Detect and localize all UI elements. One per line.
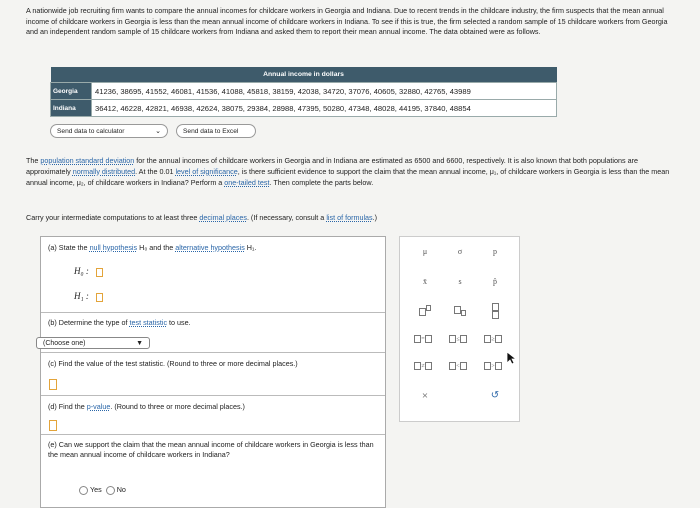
text: for the annual incomes of childcare workers in Georgia and in Indiana are estimated as 6500 and 6600, respectively. It is also known that both populations are approximately <box>26 156 639 176</box>
greater-than-button[interactable] <box>478 362 508 370</box>
table-row <box>51 100 557 117</box>
ne-symbol: ≠ <box>421 363 425 370</box>
part-c <box>41 353 385 396</box>
data-table <box>50 67 557 117</box>
link-p-value[interactable]: p-value <box>86 402 111 411</box>
sigma-button[interactable]: σ <box>457 247 463 256</box>
less-than-button[interactable] <box>443 362 473 370</box>
lt-symbol: < <box>456 363 460 370</box>
greater-equal-button[interactable] <box>478 335 508 343</box>
text: (b) Determine the type of <box>48 318 130 327</box>
part-c-text: (c) Find the value of the test statistic. (Round to three or more decimal places.) <box>48 359 298 368</box>
instructions <box>26 212 681 223</box>
row-values-indiana: 36412, 46228, 42821, 46938, 42624, 38075, 29384, 28988, 47395, 50280, 47348, 48028, 44195, 37840, 48854 <box>92 100 557 117</box>
text: . At the 0.01 <box>135 167 176 176</box>
text: .) <box>372 213 378 222</box>
h0-answer-input[interactable] <box>96 268 103 277</box>
send-excel-label: Send data to Excel <box>183 128 239 135</box>
subscript-button[interactable] <box>445 305 475 317</box>
text: to use. <box>167 318 191 327</box>
chevron-down-icon: ⌄ <box>155 128 161 135</box>
text: H₀ and the <box>137 243 176 252</box>
triangle-down-icon: ▼ <box>136 340 143 347</box>
s-button[interactable]: s <box>458 277 462 286</box>
xbar-button[interactable]: x̄ <box>423 277 427 286</box>
mouse-cursor-icon <box>506 351 516 365</box>
problem-intro: A nationwide job recruiting firm wants to compare the annual incomes for childcare workers in Georgia and Indiana. Due to recent trends in the childcare industry, the firm suspects that the mean annual income of childcare workers in Georgia is less than the mean annual income of childcare workers in Indiana. To see if this is true, the firm selected a random sample of 15 childcare workers from Georgia and an independent random sample of 15 childcare workers from Indiana and asked them to report their mean annual income. The data obtained were as follows. <box>26 6 668 37</box>
send-calculator-label: Send data to calculator <box>57 128 125 135</box>
part-e-text: (e) Can we support the claim that the mean annual income of childcare workers in Georgia is less than the mean annual income of childcare workers in Indiana? <box>48 440 374 459</box>
phat-button[interactable]: p̂ <box>493 277 497 286</box>
clear-icon[interactable]: × <box>421 390 429 402</box>
le-symbol: ≤ <box>456 336 460 343</box>
h0-label: H₀ : <box>74 266 89 276</box>
h1-answer-input[interactable] <box>96 293 103 302</box>
row-label-georgia: Georgia <box>51 83 92 100</box>
no-label: No <box>116 485 126 494</box>
not-equal-button[interactable] <box>408 362 438 370</box>
link-decimal-places[interactable]: decimal places <box>199 213 247 222</box>
part-d <box>41 396 385 435</box>
text: H₁. <box>244 243 257 252</box>
part-e <box>41 435 385 507</box>
mu-button[interactable]: μ <box>422 247 428 256</box>
test-statistic-select[interactable] <box>36 337 150 349</box>
p-button[interactable]: p <box>493 247 497 256</box>
row-label-indiana: Indiana <box>51 100 92 117</box>
radio-no[interactable] <box>106 486 115 495</box>
symbol-palette <box>399 236 520 422</box>
part-a <box>41 237 385 313</box>
send-to-excel-button[interactable] <box>176 124 256 138</box>
text: (d) Find the <box>48 402 87 411</box>
yes-label: Yes <box>90 485 102 494</box>
link-list-formulas[interactable]: list of formulas <box>326 213 373 222</box>
fraction-button[interactable] <box>480 303 510 319</box>
text: (a) State the <box>48 243 90 252</box>
link-alternative-hypothesis[interactable]: alternative hypothesis <box>175 243 245 252</box>
text: . (If necessary, consult a <box>246 213 327 222</box>
undo-icon[interactable]: ↺ <box>490 390 500 401</box>
link-one-tailed-test[interactable]: one-tailed test <box>224 178 270 187</box>
text: The <box>26 156 41 165</box>
problem-paragraph <box>26 155 681 188</box>
row-values-georgia: 41236, 38695, 41552, 46081, 41536, 41088, 45818, 38159, 42038, 34720, 37076, 40605, 32880, 42765, 43989 <box>92 83 557 100</box>
table-row <box>51 83 557 100</box>
send-to-calculator-button[interactable] <box>50 124 168 138</box>
text: , is there sufficient evidence to support the claim that the mean annual income, μ₁, of childcare workers in Georgia is less than the mean annual income, μ₂, of childcare workers in Indiana? Perform a <box>26 167 670 187</box>
text: . Then complete the parts below. <box>269 178 374 187</box>
link-level-significance[interactable]: level of significance <box>175 167 238 176</box>
radio-yes[interactable] <box>79 486 88 495</box>
superscript-button[interactable] <box>410 305 440 316</box>
gt-symbol: > <box>491 363 495 370</box>
link-population-sd[interactable]: population standard deviation <box>40 156 135 165</box>
eq-symbol: = <box>421 336 425 343</box>
text: . (Round to three or more decimal places.) <box>110 402 245 411</box>
less-equal-button[interactable] <box>443 335 473 343</box>
h1-label: H₁ : <box>74 291 89 301</box>
equals-button[interactable] <box>408 335 438 343</box>
link-normally-distributed[interactable]: normally distributed <box>72 167 136 176</box>
link-null-hypothesis[interactable]: null hypothesis <box>89 243 138 252</box>
link-test-statistic[interactable]: test statistic <box>129 318 168 327</box>
ge-symbol: ≥ <box>491 336 495 343</box>
text: Carry your intermediate computations to at least three <box>26 213 200 222</box>
question-box <box>40 236 386 508</box>
p-value-input[interactable] <box>49 420 57 431</box>
select-value: (Choose one) <box>43 340 86 347</box>
table-header: Annual income in dollars <box>51 67 557 83</box>
test-statistic-input[interactable] <box>49 379 57 390</box>
